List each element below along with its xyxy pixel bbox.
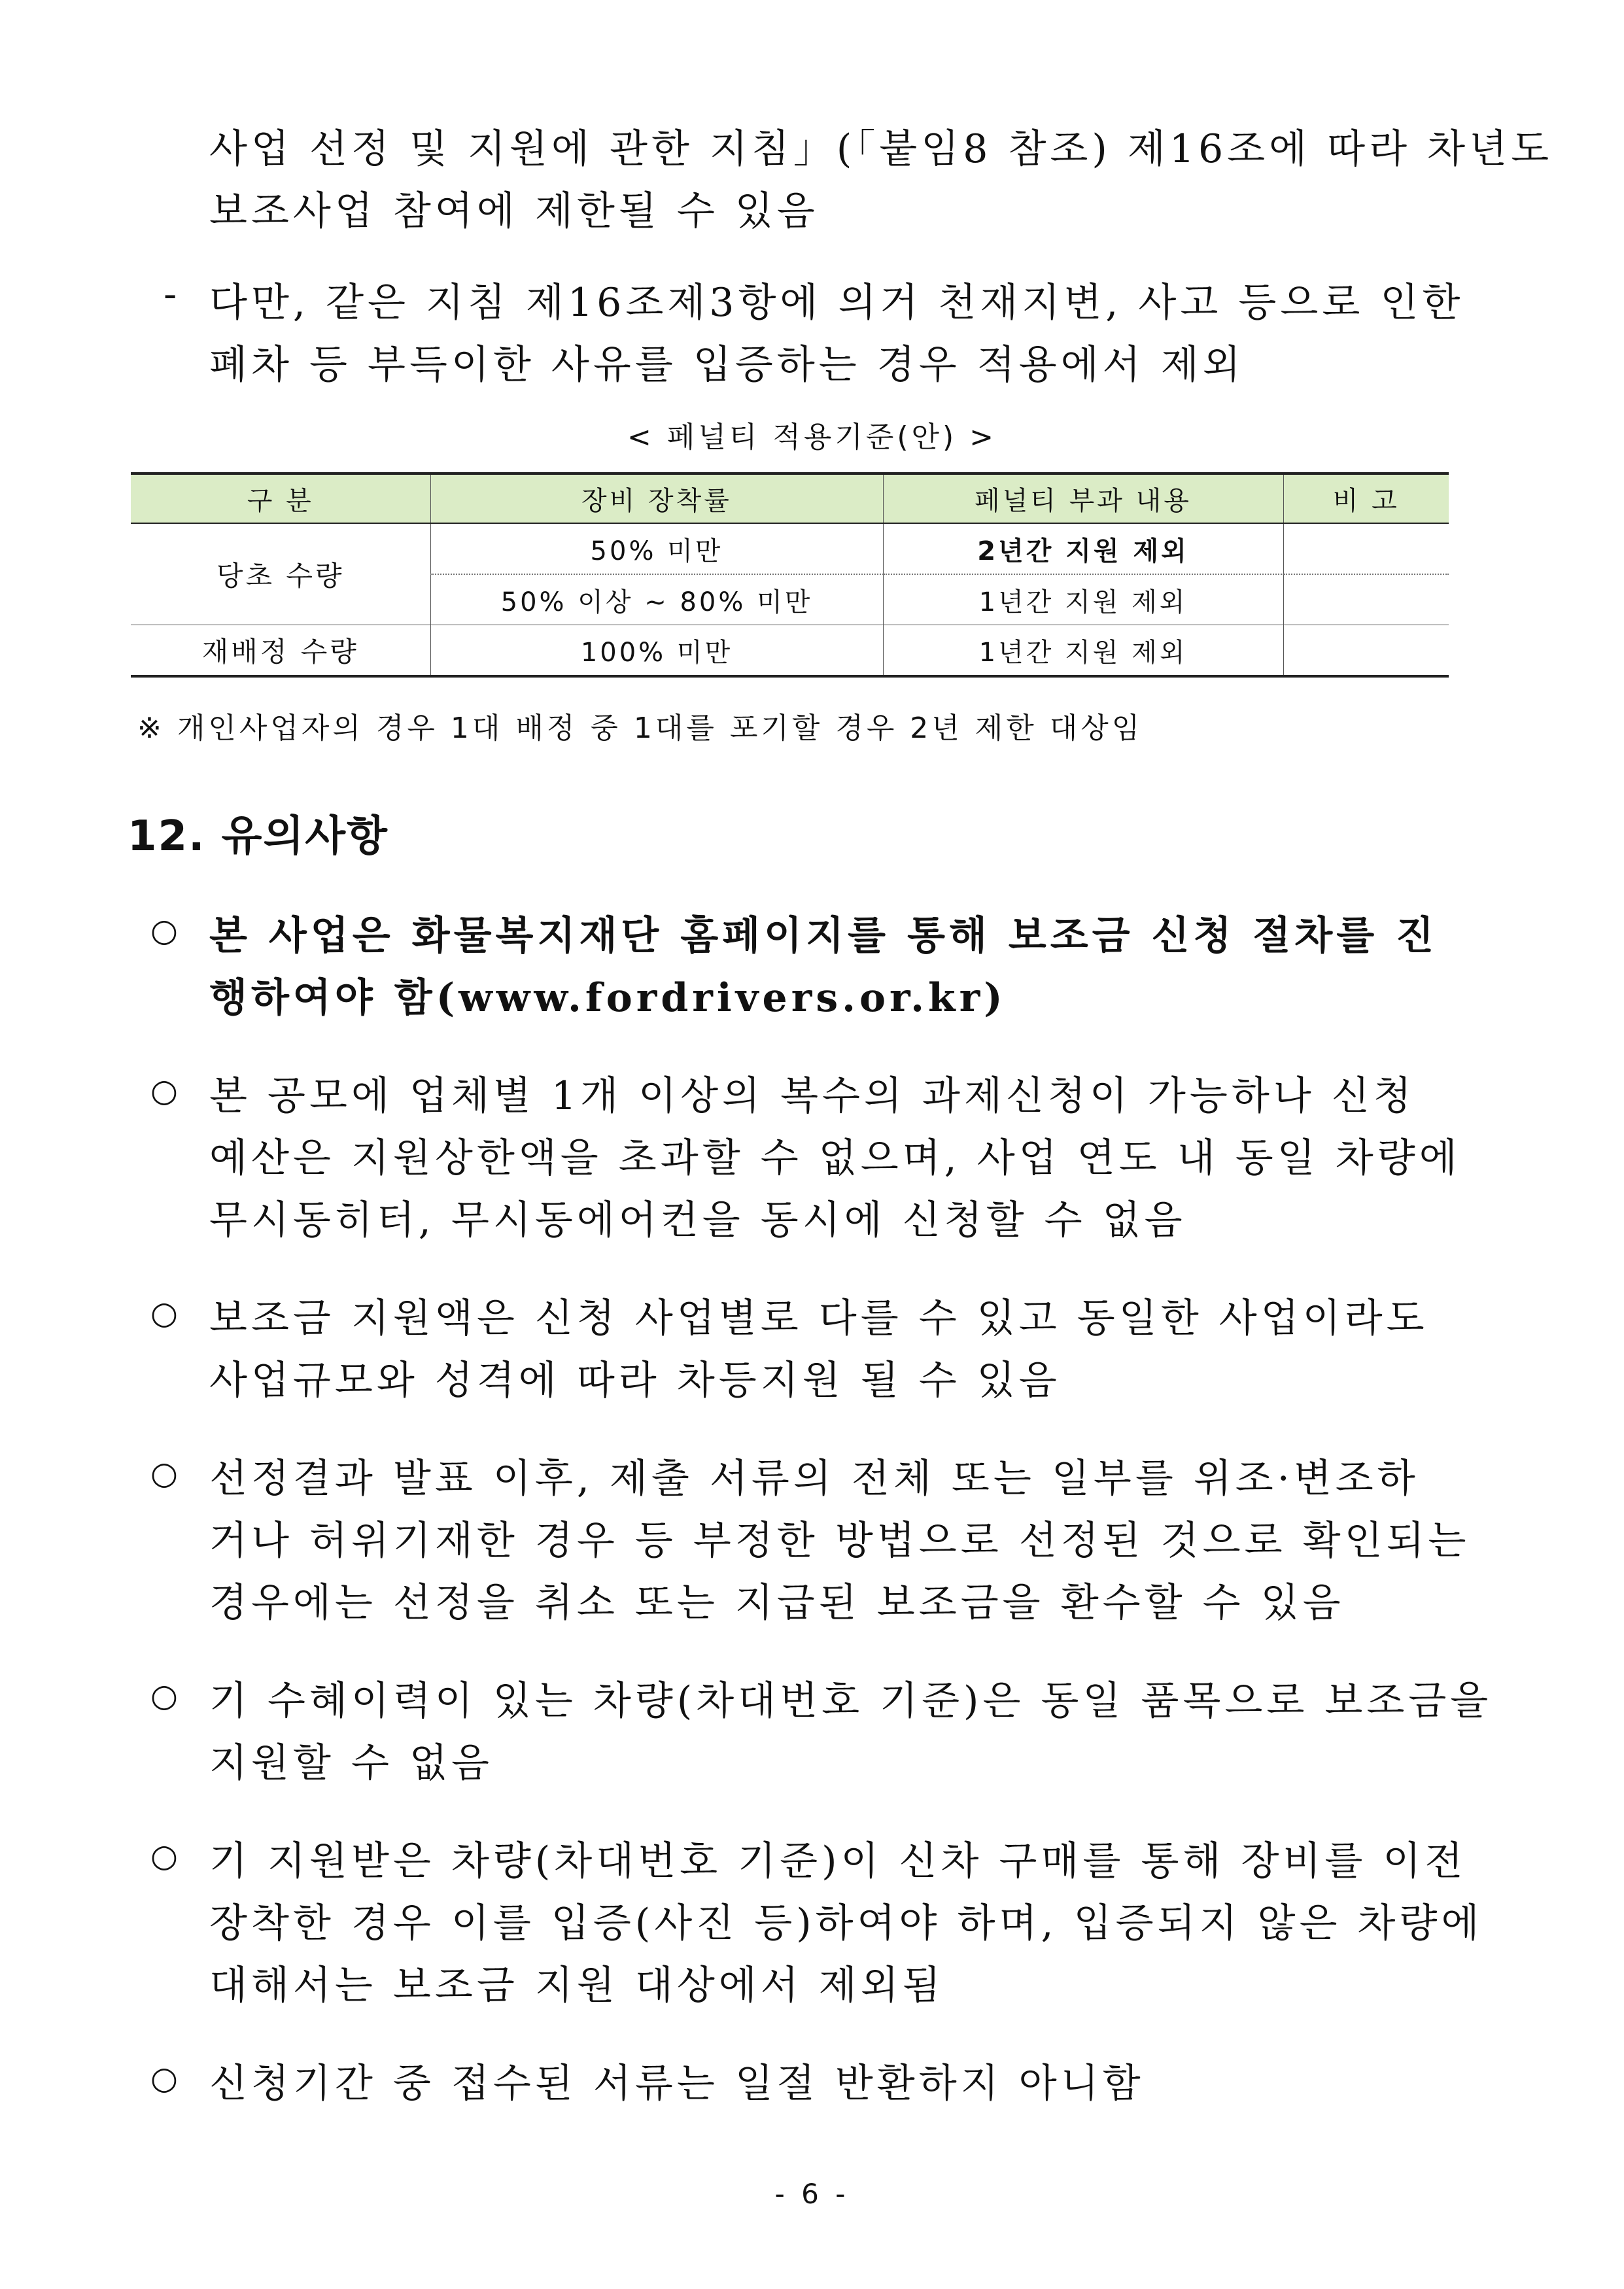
list-item-line: 본 사업은 화물복지재단 홈페이지를 통해 보조금 신청 절차를 진 bbox=[209, 913, 1438, 959]
row2-penalty: 1년간 지원 제외 bbox=[883, 574, 1283, 625]
header-remarks: 비 고 bbox=[1283, 473, 1449, 523]
list-item-line: 본 공모에 업체별 1개 이상의 복수의 과제신청이 가능하나 신청 bbox=[209, 1073, 1415, 1119]
header-penalty: 페널티 부과 내용 bbox=[883, 473, 1283, 523]
bullet-icon: ○ bbox=[150, 2060, 178, 2097]
list-item-line: 거나 허위기재한 경우 등 부정한 방법으로 선정된 것으로 확인되는 bbox=[209, 1518, 1470, 1564]
intro-line-3: 다만, 같은 지침 제16조제3항에 의거 천재지변, 사고 등으로 인한 bbox=[209, 280, 1464, 326]
row1-note bbox=[1283, 523, 1449, 574]
page-number: - 6 - bbox=[774, 2178, 850, 2210]
header-category: 구 분 bbox=[131, 473, 430, 523]
intro-line-4: 폐차 등 부득이한 사유를 입증하는 경우 적용에서 제외 bbox=[209, 342, 1245, 388]
row3-rate: 100% 미만 bbox=[430, 625, 883, 677]
bullet-icon: ○ bbox=[150, 1073, 178, 1109]
list-item-line: 기 수혜이력이 있는 차량(차대번호 기준)은 동일 품목으로 보조금을 bbox=[209, 1678, 1493, 1724]
table-header-row bbox=[131, 473, 1449, 523]
list-item-line: 예산은 지원상한액을 초과할 수 없으며, 사업 연도 내 동일 차량에 bbox=[209, 1135, 1461, 1181]
row2-note bbox=[1283, 574, 1449, 625]
intro-line-1: 사업 선정 및 지원에 관한 지침」(「붙임8 참조) 제16조에 따라 차년도 bbox=[209, 126, 1553, 172]
list-item-line: 기 지원받은 차량(차대번호 기준)이 신차 구매를 통해 장비를 이전 bbox=[209, 1838, 1467, 1884]
penalty-table bbox=[131, 472, 1449, 678]
header-install-rate: 장비 장착률 bbox=[430, 473, 883, 523]
row1-rate: 50% 미만 bbox=[430, 523, 883, 574]
group-original-quantity: 당초 수량 bbox=[131, 523, 430, 625]
bullet-icon: ○ bbox=[150, 1295, 178, 1332]
table-row bbox=[131, 523, 1449, 574]
row3-penalty: 1년간 지원 제외 bbox=[883, 625, 1283, 677]
intro-dash: - bbox=[164, 271, 181, 317]
bullet-icon: ○ bbox=[150, 1838, 178, 1874]
table-row bbox=[131, 625, 1449, 677]
list-item-line: 신청기간 중 접수된 서류는 일절 반환하지 아니함 bbox=[209, 2061, 1145, 2107]
list-item-line: 대해서는 보조금 지원 대상에서 제외됨 bbox=[209, 1963, 944, 2008]
table-caption: < 페널티 적용기준(안) > bbox=[627, 421, 997, 454]
row3-note bbox=[1283, 625, 1449, 677]
list-item-line: 행하여야 함(www.fordrivers.or.kr) bbox=[209, 975, 1007, 1021]
list-item-line: 선정결과 발표 이후, 제출 서류의 전체 또는 일부를 위조·변조하 bbox=[209, 1456, 1419, 1502]
bullet-icon: ○ bbox=[150, 912, 178, 949]
section-title: 12. 유의사항 bbox=[128, 812, 389, 861]
intro-line-2: 보조사업 참여에 제한될 수 있음 bbox=[209, 188, 819, 234]
bullet-icon: ○ bbox=[150, 1455, 178, 1492]
bullet-icon: ○ bbox=[150, 1678, 178, 1714]
row1-penalty: 2년간 지원 제외 bbox=[883, 523, 1283, 574]
list-item-line: 경우에는 선정을 취소 또는 지급된 보조금을 환수할 수 있음 bbox=[209, 1580, 1345, 1626]
list-item-line: 장착한 경우 이를 입증(사진 등)하여야 하며, 입증되지 않은 차량에 bbox=[209, 1901, 1483, 1946]
list-item-line: 보조금 지원액은 신청 사업별로 다를 수 있고 동일한 사업이라도 bbox=[209, 1296, 1428, 1341]
row2-rate: 50% 이상 ~ 80% 미만 bbox=[430, 574, 883, 625]
table-footnote: ※ 개인사업자의 경우 1대 배정 중 1대를 포기할 경우 2년 제한 대상임 bbox=[137, 712, 1143, 745]
group-reassigned-quantity: 재배정 수량 bbox=[131, 625, 430, 677]
list-item-line: 무시동히터, 무시동에어컨을 동시에 신청할 수 없음 bbox=[209, 1197, 1186, 1243]
list-item-line: 지원할 수 없음 bbox=[209, 1740, 493, 1786]
list-item-line: 사업규모와 성격에 따라 차등지원 될 수 있음 bbox=[209, 1358, 1061, 1403]
